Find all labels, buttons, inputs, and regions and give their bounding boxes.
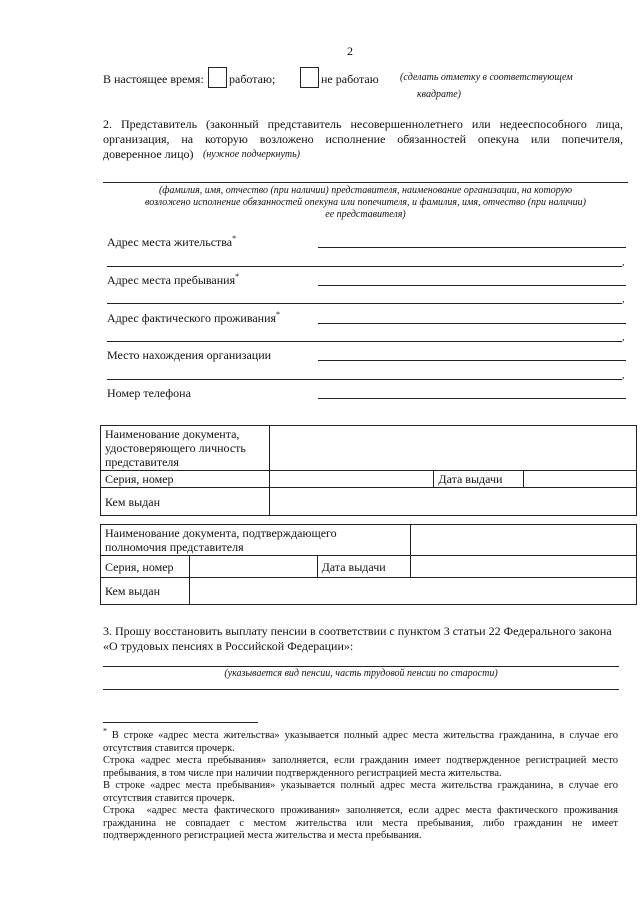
org-location-line-end: , — [622, 370, 625, 381]
residence-address-field-line2[interactable] — [107, 266, 622, 267]
representative-name-line[interactable] — [103, 182, 628, 183]
authority-document-name-line2: полномочия представителя — [105, 540, 244, 554]
footnote4-line2: гражданина не совпадает с местом жительства или места пребывания, либо гражданин не имеет — [103, 817, 618, 829]
id-document-date-cell[interactable] — [524, 471, 637, 488]
footnotes-block — [103, 726, 619, 843]
residence-address-label — [107, 235, 236, 250]
authority-document-date-label: Дата выдачи — [317, 556, 410, 578]
stay-line-end: , — [622, 294, 625, 305]
actual-footnote-marker: * — [276, 310, 281, 319]
authority-document-table — [100, 524, 637, 605]
representative-caption-line2: возложено исполнение обязанностей опекуна или попечителя, и фамилия, имя, отчество (при наличии) — [145, 197, 586, 208]
id-document-name-cell[interactable] — [269, 426, 636, 471]
footnote-separator — [103, 722, 258, 723]
id-document-name-line1: Наименование документа, — [105, 427, 240, 441]
org-location-field[interactable] — [318, 360, 626, 361]
section2-line3: доверенное лицо) — [103, 147, 194, 161]
authority-document-name-line1: Наименование документа, подтверждающего — [105, 526, 337, 540]
org-location-label: Место нахождения организации — [107, 348, 272, 362]
authority-document-issuer-cell[interactable] — [189, 578, 636, 605]
employment-hint-line2: квадрате) — [417, 89, 461, 100]
footnote2-line2: пребывания, в том числе при наличии подтвержденного регистрацией места жительства. — [103, 767, 502, 779]
id-document-name-label — [101, 426, 270, 471]
residence-footnote-marker: * — [232, 234, 237, 243]
section3-line1: 3. Прошу восстановить выплату пенсии в соответствии с пунктом 3 статьи 22 Федерального закона — [103, 624, 612, 638]
stay-address-label — [107, 273, 239, 288]
section2-line1: 2. Представитель (законный представитель несовершеннолетнего или недееспособного лица, — [103, 117, 623, 131]
phone-label: Номер телефона — [107, 386, 191, 400]
employment-hint-line1: (сделать отметку в соответствующем — [400, 72, 573, 83]
authority-document-name-cell[interactable] — [410, 525, 637, 556]
residence-address-text: Адрес места жительства — [107, 235, 233, 249]
org-location-field-line2[interactable] — [107, 379, 622, 380]
employment-label: В настоящее время: — [103, 72, 204, 86]
representative-caption-line3: ее представителя) — [325, 209, 406, 220]
section3-line2: «О трудовых пенсиях в Российской Федерации»: — [103, 639, 354, 653]
footnote1-line2: отсутствия ставится прочерк. — [103, 742, 235, 754]
representative-caption — [103, 185, 628, 221]
residence-line-end: , — [622, 257, 625, 268]
actual-address-label — [107, 311, 280, 326]
id-document-series-cell[interactable] — [269, 471, 434, 488]
stay-address-field[interactable] — [318, 285, 626, 286]
stay-address-field-line2[interactable] — [107, 303, 622, 304]
id-document-issuer-label: Кем выдан — [101, 488, 270, 516]
phone-field[interactable] — [318, 398, 626, 399]
id-document-date-label: Дата выдачи — [434, 471, 524, 488]
id-document-series-label: Серия, номер — [101, 471, 270, 488]
actual-line-end: , — [622, 332, 625, 343]
footnote3-line1: В строке «адрес места пребывания» указывается полный адрес места жительства гражданина, в случае его — [103, 780, 618, 791]
actual-address-text: Адрес фактического проживания — [107, 311, 277, 325]
id-document-table — [100, 425, 637, 516]
authority-document-issuer-label: Кем выдан — [101, 578, 190, 605]
authority-document-date-cell[interactable] — [410, 556, 637, 578]
id-document-name-line3: представителя — [105, 455, 179, 469]
stay-address-text: Адрес места пребывания — [107, 273, 236, 287]
representative-caption-line1: (фамилия, имя, отчество (при наличии) представителя, наименование организации, на которую — [158, 185, 573, 196]
not-working-option-label: не работаю — [321, 72, 379, 86]
authority-document-series-cell[interactable] — [189, 556, 317, 578]
pension-type-field-line2[interactable] — [103, 689, 619, 690]
working-checkbox[interactable] — [208, 67, 227, 88]
pension-type-field[interactable] — [103, 666, 619, 667]
id-document-issuer-cell[interactable] — [269, 488, 636, 516]
pension-type-caption: (указывается вид пенсии, часть трудовой пенсии по старости) — [224, 668, 498, 679]
stay-footnote-marker: * — [235, 272, 240, 281]
footnote4-line3: подтвержденного регистрацией места жительства и места пребывания. — [103, 830, 422, 841]
authority-document-name-label — [101, 525, 411, 556]
footnote4-line1: Строка «адрес места фактического проживания» заполняется, если адрес места фактического проживания — [103, 805, 618, 816]
section2-line2: организация, на которую возложено исполнение обязанностей опекуна или попечителя, — [103, 132, 623, 146]
actual-address-field-line2[interactable] — [107, 341, 622, 342]
footnote1-line1 — [103, 726, 619, 743]
residence-address-field[interactable] — [318, 247, 626, 248]
page-number: 2 — [347, 44, 353, 58]
footnote1-marker: * — [103, 726, 107, 736]
working-option-label: работаю; — [229, 72, 276, 86]
footnote1-line1-text: В строке «адрес места жительства» указывается полный адрес места жительства гражданина, в случае его — [111, 730, 619, 741]
footnote2-line1: Строка «адрес места пребывания» заполняется, если гражданин имеет подтвержденное регистрацией место — [103, 755, 618, 766]
footnote3-line2: отсутствия ставится прочерк. — [103, 792, 235, 804]
not-working-checkbox[interactable] — [300, 67, 319, 88]
actual-address-field[interactable] — [318, 323, 626, 324]
section2-hint: (нужное подчеркнуть) — [203, 149, 300, 160]
authority-document-series-label: Серия, номер — [101, 556, 190, 578]
id-document-name-line2: удостоверяющего личность — [105, 441, 246, 455]
